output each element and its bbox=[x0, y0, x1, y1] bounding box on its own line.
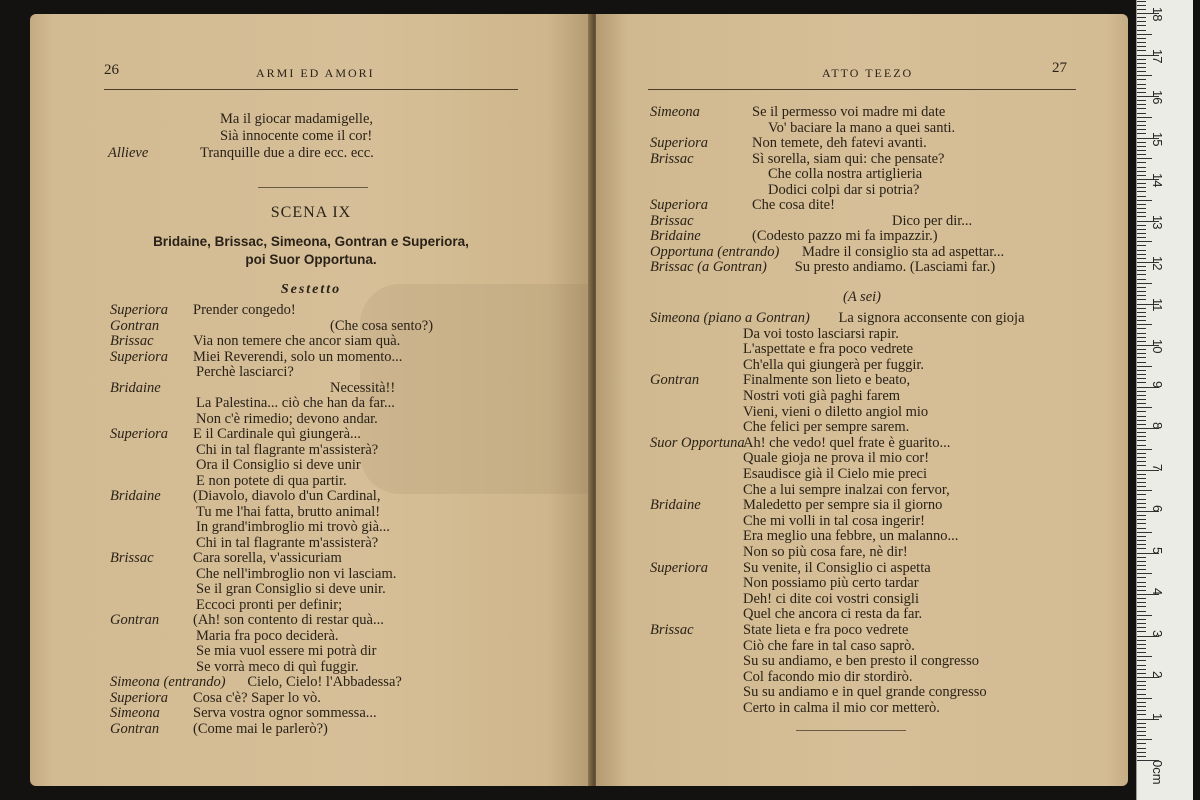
verse-line: Dico per dir... bbox=[892, 212, 973, 229]
verse-line: Che a lui sempre inalzai con fervor, bbox=[743, 481, 950, 498]
verse-line: Deh! ci dite coi vostri consigli bbox=[743, 590, 919, 607]
ruler-tick bbox=[1137, 25, 1146, 26]
ruler-tick bbox=[1137, 706, 1146, 707]
ruler-number: 6 bbox=[1150, 505, 1165, 513]
speaker-name: Allieve bbox=[108, 145, 149, 161]
ruler-tick bbox=[1137, 270, 1146, 271]
speaker-name: Bridaine bbox=[650, 228, 701, 244]
ruler-tick bbox=[1137, 279, 1146, 280]
ruler-tick bbox=[1137, 432, 1146, 433]
ruler-tick bbox=[1137, 420, 1146, 421]
verse-line: Dodici colpi dar si potria? bbox=[768, 181, 920, 198]
ruler-tick bbox=[1137, 652, 1146, 653]
ruler-tick bbox=[1137, 395, 1146, 396]
ruler-tick bbox=[1137, 59, 1146, 60]
ruler-tick bbox=[1137, 133, 1146, 134]
ruler-tick bbox=[1137, 648, 1146, 649]
ruler-number: 8 bbox=[1150, 422, 1165, 430]
verse-line: Perchè lasciarci? bbox=[196, 364, 294, 380]
ruler-tick bbox=[1137, 171, 1146, 172]
verse-line: Se il gran Consiglio si deve unir. bbox=[196, 581, 386, 597]
ruler-tick bbox=[1137, 424, 1146, 425]
ruler-tick bbox=[1137, 582, 1146, 583]
verse-line: Necessità!! bbox=[330, 379, 396, 396]
verse-line: Che cosa dite! bbox=[752, 197, 835, 213]
ruler-tick bbox=[1137, 411, 1146, 412]
speaker-name: Gontran bbox=[110, 317, 160, 334]
ruler-tick bbox=[1137, 92, 1146, 93]
ruler-tick bbox=[1137, 461, 1146, 462]
verse-line: Ora il Consiglio si deve unir bbox=[196, 457, 361, 473]
verse-line: (Come mai le parlerò?) bbox=[193, 720, 328, 737]
ruler-tick bbox=[1137, 669, 1146, 670]
ruler-tick bbox=[1137, 743, 1146, 744]
ruler-tick bbox=[1137, 84, 1146, 85]
verse-line: Cielo, Cielo! l'Abbadessa? bbox=[247, 674, 402, 690]
ruler-tick bbox=[1137, 436, 1146, 437]
ruler-tick bbox=[1137, 606, 1146, 607]
ruler-tick bbox=[1137, 337, 1146, 338]
verse-line: Ma il giocar madamigelle, bbox=[220, 111, 374, 127]
verse-line: E non potete di qua partir. bbox=[196, 472, 347, 489]
verse-line: (Codesto pazzo mi fa impazzir.) bbox=[752, 228, 938, 244]
verse-line: Vieni, vieni o diletto angiol mio bbox=[743, 403, 929, 420]
ruler-tick bbox=[1137, 320, 1146, 321]
ruler-number: 12 bbox=[1150, 256, 1165, 271]
ruler-tick bbox=[1137, 208, 1146, 209]
ruler-tick bbox=[1137, 42, 1146, 43]
ruler-number: 11 bbox=[1150, 297, 1165, 311]
verse-line: Ch'ella qui giungerà per fuggir. bbox=[743, 356, 924, 373]
running-head: ATTO TEEZO bbox=[822, 66, 914, 80]
speaker-name: Superiora bbox=[650, 135, 708, 151]
ruler-tick bbox=[1137, 75, 1152, 76]
ruler-tick bbox=[1137, 113, 1146, 114]
ruler-tick bbox=[1137, 295, 1146, 296]
ruler-tick bbox=[1137, 38, 1146, 39]
speaker-name: Simeona (entrando) bbox=[110, 674, 226, 690]
verse-line: Certo in calma il mio cor metterò. bbox=[743, 700, 940, 716]
speaker-name: Brissac bbox=[650, 622, 694, 638]
cast-list-continued: poi Suor Opportuna. bbox=[245, 252, 377, 267]
speaker-name: Superiora bbox=[110, 302, 168, 318]
ruler-tick bbox=[1137, 453, 1146, 454]
ruler-tick bbox=[1137, 739, 1152, 740]
ruler-tick bbox=[1137, 756, 1146, 757]
ruler-tick bbox=[1137, 416, 1146, 417]
ruler-tick bbox=[1137, 449, 1152, 450]
ruler-tick bbox=[1137, 519, 1146, 520]
ruler-number: 14 bbox=[1150, 173, 1165, 188]
ruler-tick bbox=[1137, 445, 1146, 446]
ruler-tick bbox=[1137, 237, 1146, 238]
ruler-tick bbox=[1137, 79, 1146, 80]
verse-line: Vo' baciare la mano a quei santi. bbox=[768, 119, 956, 136]
ruler-tick bbox=[1137, 370, 1146, 371]
divider-rule bbox=[258, 187, 368, 188]
verse-line: Col facondo mio dir stordirò. bbox=[743, 668, 913, 685]
speaker-name: Gontran bbox=[110, 612, 160, 628]
ruler-tick bbox=[1137, 225, 1146, 226]
ruler-tick bbox=[1137, 366, 1152, 367]
ruler-tick bbox=[1137, 399, 1146, 400]
verse-line: Da voi tosto lasciarsi rapir. bbox=[743, 325, 899, 342]
ruler-tick bbox=[1137, 623, 1146, 624]
verse-line: Quale gioja ne prova il mio cor! bbox=[743, 450, 930, 467]
verse-line: Cosa c'è? Saper lo vò. bbox=[193, 689, 321, 706]
verse-line: Chi in tal flagrante m'assisterà? bbox=[196, 534, 379, 551]
ruler-tick bbox=[1137, 191, 1146, 192]
verse-line: Finalmente son lieto e beato, bbox=[743, 372, 911, 389]
ruler-tick bbox=[1137, 233, 1146, 234]
ruler-tick bbox=[1137, 291, 1146, 292]
verse-line: Non possiamo più certo tardar bbox=[743, 575, 919, 592]
ruler-tick bbox=[1137, 328, 1146, 329]
ruler-number: 2 bbox=[1150, 671, 1165, 679]
ruler-tick bbox=[1137, 615, 1152, 616]
ruler-tick bbox=[1137, 154, 1146, 155]
ruler-tick bbox=[1137, 121, 1146, 122]
ruler-tick bbox=[1137, 710, 1146, 711]
page-number: 26 bbox=[104, 62, 119, 78]
ruler-unit: 0cm bbox=[1150, 760, 1165, 785]
left-page bbox=[30, 14, 592, 786]
ruler-number: 5 bbox=[1150, 546, 1165, 554]
ruler-tick bbox=[1137, 50, 1146, 51]
ruler-tick bbox=[1137, 46, 1146, 47]
ruler-tick bbox=[1137, 266, 1146, 267]
ruler-tick bbox=[1137, 175, 1146, 176]
ruler-tick bbox=[1137, 590, 1146, 591]
ruler-tick bbox=[1137, 689, 1146, 690]
measuring-ruler bbox=[1136, 0, 1193, 800]
speaker-name: Superiora bbox=[110, 689, 168, 706]
verse-line: Madre il consiglio sta ad aspettar... bbox=[802, 243, 1005, 260]
ruler-tick bbox=[1137, 324, 1152, 325]
ruler-number: 17 bbox=[1150, 48, 1165, 63]
ruler-number: 16 bbox=[1150, 90, 1165, 105]
ruler-tick bbox=[1137, 494, 1146, 495]
ruler-tick bbox=[1137, 565, 1146, 566]
verse-line: Eccoci pronti per definir; bbox=[196, 596, 343, 613]
verse-line: Maria fra poco deciderà. bbox=[196, 627, 339, 644]
ruler-tick bbox=[1137, 312, 1146, 313]
ruler-tick bbox=[1137, 760, 1159, 761]
ruler-tick bbox=[1137, 561, 1146, 562]
ruler-tick bbox=[1137, 353, 1146, 354]
ruler-tick bbox=[1137, 735, 1146, 736]
speaker-name: Opportuna (entrando) bbox=[650, 243, 780, 260]
ruler-tick bbox=[1137, 63, 1146, 64]
ruler-tick bbox=[1137, 34, 1152, 35]
ruler-tick bbox=[1137, 569, 1146, 570]
speaker-name: Superiora bbox=[650, 197, 708, 213]
ruler-tick bbox=[1137, 665, 1146, 666]
ruler-tick bbox=[1137, 403, 1146, 404]
speaker-name: Brissac bbox=[650, 150, 694, 167]
speaker-name: Brissac bbox=[110, 333, 154, 349]
ruler-tick bbox=[1137, 723, 1146, 724]
ruler-tick bbox=[1137, 17, 1146, 18]
ruler-tick bbox=[1137, 88, 1146, 89]
ruler-tick bbox=[1137, 299, 1146, 300]
ruler-tick bbox=[1137, 142, 1146, 143]
speaker-name: Suor Opportuna bbox=[650, 434, 745, 451]
speaker-name: Superiora bbox=[110, 426, 168, 442]
ruler-tick bbox=[1137, 714, 1146, 715]
scene-title: SCENA IX bbox=[270, 204, 352, 221]
verse-line: Tranquille due a dire ecc. ecc. bbox=[200, 145, 374, 161]
verse-line: Tu me l'hai fatta, brutto animal! bbox=[196, 503, 381, 520]
ruler-tick bbox=[1137, 598, 1146, 599]
ruler-tick bbox=[1137, 611, 1146, 612]
ruler-tick bbox=[1137, 619, 1146, 620]
verse-line: Che nell'imbroglio non vi lasciam. bbox=[196, 565, 397, 582]
header-rule bbox=[648, 89, 1076, 90]
ruler-number: 4 bbox=[1150, 588, 1165, 596]
ruler-tick bbox=[1137, 150, 1146, 151]
verse-line: Non temete, deh fatevi avanti. bbox=[752, 135, 927, 151]
ruler-tick bbox=[1137, 573, 1152, 574]
running-head: ARMI ED AMORI bbox=[256, 66, 375, 80]
verse-line: La Palestina... ciò che han da far... bbox=[196, 395, 395, 411]
cast-list: Bridaine, Brissac, Simeona, Gontran e Superiora, bbox=[153, 234, 469, 249]
ruler-tick bbox=[1137, 229, 1146, 230]
ruler-tick bbox=[1137, 694, 1146, 695]
verse-line: Che colla nostra artiglieria bbox=[768, 166, 923, 182]
ruler-tick bbox=[1137, 627, 1146, 628]
ruler-tick bbox=[1137, 382, 1146, 383]
ruler-tick bbox=[1137, 465, 1146, 466]
verse-line: (Che cosa sento?) bbox=[330, 317, 434, 334]
ruler-tick bbox=[1137, 681, 1146, 682]
ruler-tick bbox=[1137, 702, 1146, 703]
ruler-tick bbox=[1137, 241, 1152, 242]
speaker-name: Simeona bbox=[110, 705, 160, 721]
ruler-number: 13 bbox=[1150, 214, 1165, 229]
right-page bbox=[596, 14, 1128, 786]
ruler-tick bbox=[1137, 474, 1146, 475]
verse-line: State lieta e fra poco vedrete bbox=[743, 622, 909, 638]
ruler-tick bbox=[1137, 523, 1146, 524]
ruler-tick bbox=[1137, 67, 1146, 68]
verse-line: Su presto andiamo. (Lasciami far.) bbox=[794, 259, 996, 275]
verse-line: Su su andiamo e in quel grande congresso bbox=[743, 684, 987, 701]
ruler-tick bbox=[1137, 308, 1146, 309]
verse-line: Era meglio una febbre, un malanno... bbox=[743, 528, 959, 545]
ruler-tick bbox=[1137, 5, 1146, 6]
ruler-tick bbox=[1137, 108, 1146, 109]
ruler-tick bbox=[1137, 71, 1146, 72]
ruler-tick bbox=[1137, 245, 1146, 246]
ruler-tick bbox=[1137, 100, 1146, 101]
verse-line: Serva vostra ognor sommessa... bbox=[193, 705, 377, 721]
ruler-tick bbox=[1137, 378, 1146, 379]
verse-line: Quel che ancora ci resta da far. bbox=[743, 606, 923, 623]
verse-line: Esaudisce già il Cielo mie preci bbox=[743, 466, 928, 482]
page-number: 27 bbox=[1052, 60, 1067, 76]
ruler-number: 1 bbox=[1150, 712, 1165, 720]
end-rule bbox=[796, 730, 906, 731]
ruler-tick bbox=[1137, 287, 1146, 288]
ruler-tick bbox=[1137, 731, 1146, 732]
section-title: Sestetto bbox=[280, 282, 342, 297]
ruler-number: 9 bbox=[1150, 380, 1165, 388]
ruler-tick bbox=[1137, 656, 1152, 657]
verse-line: La signora acconsente con gioja bbox=[838, 310, 1025, 326]
ruler-tick bbox=[1137, 482, 1146, 483]
speaker-name: Superiora bbox=[650, 559, 708, 576]
ruler-tick bbox=[1137, 685, 1146, 686]
verse-line: Sià innocente come il cor! bbox=[220, 128, 373, 144]
ruler-tick bbox=[1137, 125, 1146, 126]
ruler-tick bbox=[1137, 644, 1146, 645]
verse-line: Ciò che fare in tal caso saprò. bbox=[743, 637, 915, 654]
speaker-name: Brissac (a Gontran) bbox=[650, 259, 767, 275]
ruler-tick bbox=[1137, 673, 1146, 674]
ruler-tick bbox=[1137, 499, 1146, 500]
ruler-tick bbox=[1137, 158, 1152, 159]
ruler-tick bbox=[1137, 532, 1152, 533]
verse-line: Ah! che vedo! quel frate è guarito... bbox=[743, 434, 951, 451]
speaker-name: Brissac bbox=[650, 212, 694, 229]
ruler-tick bbox=[1137, 162, 1146, 163]
ruler-tick bbox=[1137, 440, 1146, 441]
ruler-tick bbox=[1137, 258, 1146, 259]
verse-line: L'aspettate e fra poco vedrete bbox=[743, 341, 914, 358]
ruler-tick bbox=[1137, 631, 1146, 632]
verse-line: E il Cardinale quì giungerà... bbox=[193, 426, 361, 442]
ruler-tick bbox=[1137, 9, 1146, 10]
ruler-tick bbox=[1137, 544, 1146, 545]
ruler-tick bbox=[1137, 1, 1146, 2]
ruler-tick bbox=[1137, 540, 1146, 541]
verse-line: Chi in tal flagrante m'assisterà? bbox=[196, 441, 379, 458]
verse-line: Cara sorella, v'assicuriam bbox=[193, 550, 342, 566]
ruler-tick bbox=[1137, 117, 1152, 118]
ruler-tick bbox=[1137, 640, 1146, 641]
ruler-tick bbox=[1137, 30, 1146, 31]
ruler-tick bbox=[1137, 752, 1146, 753]
speaker-name: Simeona (piano a Gontran) bbox=[650, 310, 810, 326]
ruler-tick bbox=[1137, 748, 1146, 749]
ruler-tick bbox=[1137, 357, 1146, 358]
ruler-tick bbox=[1137, 104, 1146, 105]
verse-line: Non so più cosa fare, nè dir! bbox=[743, 544, 908, 560]
verse-line: Via non temere che ancor siam quà. bbox=[193, 333, 401, 349]
ruler-tick bbox=[1137, 129, 1146, 130]
ruler-tick bbox=[1137, 362, 1146, 363]
speaker-name: Simeona bbox=[650, 104, 700, 120]
ruler-tick bbox=[1137, 478, 1146, 479]
ruler-tick bbox=[1137, 557, 1146, 558]
speaker-name: Gontran bbox=[110, 720, 160, 737]
ruler-tick bbox=[1137, 515, 1146, 516]
ruler-tick bbox=[1137, 528, 1146, 529]
verse-line: Se vorrà meco di quì fuggir. bbox=[196, 658, 359, 675]
verse-line: Nostri voti già paghi farem bbox=[743, 388, 901, 404]
ruler-tick bbox=[1137, 216, 1146, 217]
verse-line: Non c'è rimedio; devono andar. bbox=[196, 410, 378, 427]
ruler-tick bbox=[1137, 698, 1152, 699]
ruler-tick bbox=[1137, 602, 1146, 603]
ruler-tick bbox=[1137, 727, 1146, 728]
verse-line: Maledetto per sempre sia il giorno bbox=[743, 497, 943, 514]
ruler-number: 18 bbox=[1150, 7, 1165, 22]
speaker-name: Bridaine bbox=[650, 497, 701, 514]
speaker-name: Brissac bbox=[110, 550, 154, 566]
open-book bbox=[22, 14, 1112, 786]
verse-line: Che mi volli in tal cosa ingerir! bbox=[743, 512, 926, 529]
ruler-number: 10 bbox=[1150, 339, 1165, 354]
ruler-tick bbox=[1137, 457, 1146, 458]
ruler-number: 7 bbox=[1150, 463, 1165, 471]
verse-line: Su su andiamo, e ben presto il congresso bbox=[743, 653, 979, 670]
verse-line: Che felici per sempre sarem. bbox=[743, 419, 910, 436]
ruler-tick bbox=[1137, 660, 1146, 661]
verse-line: (Diavolo, diavolo d'un Cardinal, bbox=[193, 488, 381, 504]
ruler-tick bbox=[1137, 200, 1152, 201]
ruler-number: 3 bbox=[1150, 629, 1165, 637]
ruler-tick bbox=[1137, 204, 1146, 205]
ruler-tick bbox=[1137, 21, 1146, 22]
ruler-tick bbox=[1137, 146, 1146, 147]
speaker-name: Superiora bbox=[110, 348, 168, 365]
ruler-tick bbox=[1137, 196, 1146, 197]
header-rule bbox=[104, 89, 518, 90]
ruler-tick bbox=[1137, 507, 1146, 508]
section-title: (A sei) bbox=[843, 289, 881, 305]
ruler-tick bbox=[1137, 250, 1146, 251]
speaker-name: Gontran bbox=[650, 372, 700, 389]
verse-line: Se il permesso voi madre mi date bbox=[752, 104, 946, 120]
ruler-tick bbox=[1137, 274, 1146, 275]
verse-line: Prender congedo! bbox=[193, 302, 296, 318]
verse-line: Miei Reverendi, solo un momento... bbox=[193, 348, 403, 365]
ruler-tick bbox=[1137, 486, 1146, 487]
ruler-tick bbox=[1137, 167, 1146, 168]
ruler-tick bbox=[1137, 536, 1146, 537]
verse-line: (Ah! son contento di restar quà... bbox=[193, 612, 384, 628]
ruler-tick bbox=[1137, 212, 1146, 213]
verse-line: Se mia vuol essere mi potrà dir bbox=[196, 643, 377, 659]
ruler-tick bbox=[1137, 333, 1146, 334]
ruler-tick bbox=[1137, 349, 1146, 350]
ruler-tick bbox=[1137, 254, 1146, 255]
ruler-tick bbox=[1137, 548, 1146, 549]
ruler-tick bbox=[1137, 187, 1146, 188]
ruler-tick bbox=[1137, 183, 1146, 184]
ruler-tick bbox=[1137, 503, 1146, 504]
ruler-tick bbox=[1137, 407, 1152, 408]
speaker-name: Bridaine bbox=[110, 488, 161, 504]
verse-line: In grand'imbroglio mi trovò già... bbox=[196, 519, 390, 535]
ruler-tick bbox=[1137, 586, 1146, 587]
ruler-tick bbox=[1137, 577, 1146, 578]
ruler-tick bbox=[1137, 374, 1146, 375]
ruler-tick bbox=[1137, 490, 1152, 491]
ruler-tick bbox=[1137, 316, 1146, 317]
speaker-name: Bridaine bbox=[110, 379, 161, 396]
ruler-tick bbox=[1137, 341, 1146, 342]
verse-line: Su venite, il Consiglio ci aspetta bbox=[743, 559, 931, 576]
ruler-tick bbox=[1137, 283, 1152, 284]
ruler-tick bbox=[1137, 391, 1146, 392]
verse-line: Sì sorella, siam qui: che pensate? bbox=[752, 150, 945, 167]
ruler-number: 15 bbox=[1150, 131, 1165, 146]
